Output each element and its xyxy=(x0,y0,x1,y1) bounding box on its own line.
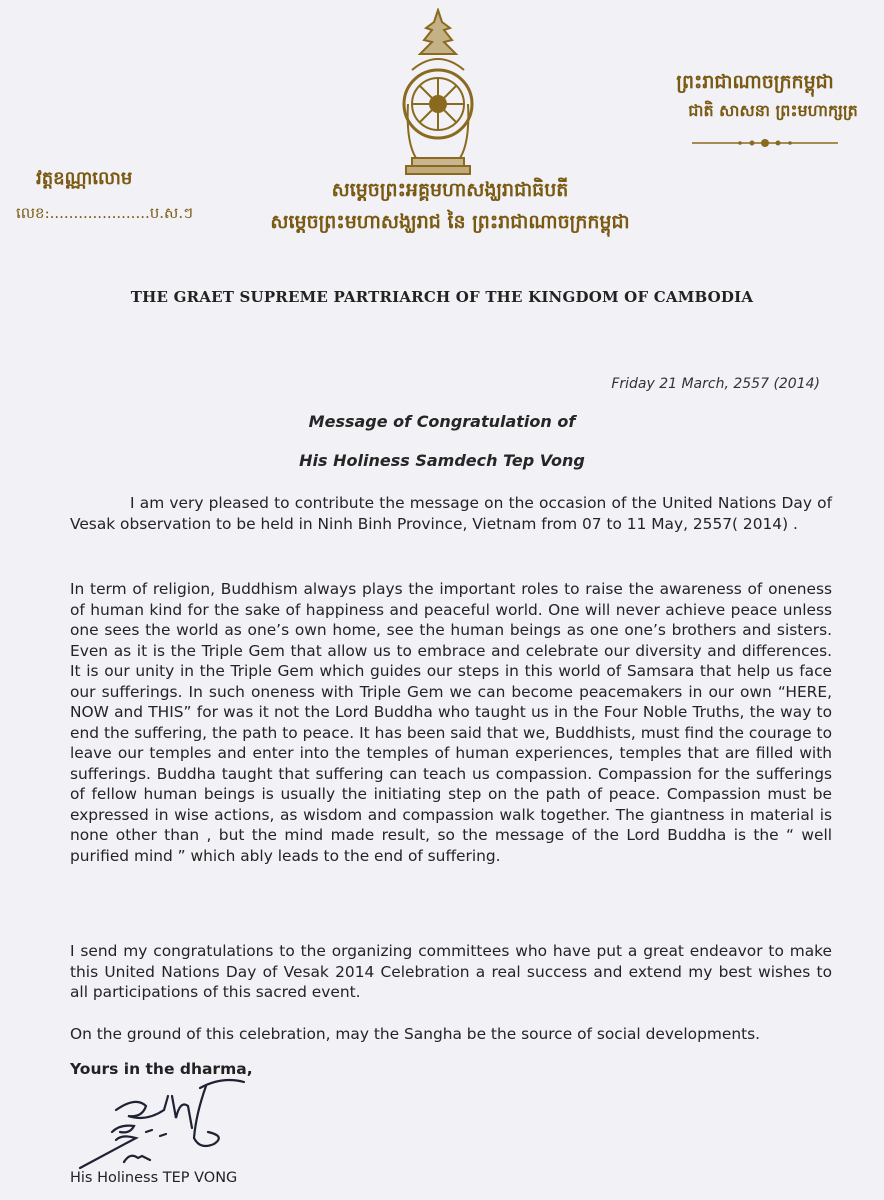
reference-number-khmer: លេខ:.....................ប.ស.ៗ xyxy=(16,204,193,222)
paragraph-religion: In term of religion, Buddhism always plays the important roles to raise the awareness of oneness of human kind for the sake of happiness and peaceful world. One will never achieve peace unless one sees the world as one’s own home, see the human beings as one one’s brothers and sisters. Even as it is the Triple Gem that allow us to embrace and celebrate our diversity and differences. It is our unity in the Triple Gem which guides our steps in this world of Samsara that help us face our sufferings. In such oneness with Triple Gem we can become peacemakers in our own “HERE, NOW and THIS” for was it not the Lord Buddha who taught us in the Four Noble Truths, the way to end the suffering, the path to peace. It has been said that we, Buddhists, must find the courage to leave our temples and enter into the temples of human experiences, temples that are filled with sufferings. Buddha taught that suffering can teach us compassion. Compassion for the sufferings of fellow human beings is usually the initiating step on the path of peace. Compassion must be expressed in wise actions, as wisdom and compassion walk together. The giantness in material is none other than , but the mind made result, so the message of the Lord Buddha is the “ well purified mind ” which ably leads to the end of suffering. xyxy=(70,580,832,865)
national-motto-khmer: ជាតិ សាសនា ព្រះមហាក្សត្រ xyxy=(688,101,858,120)
ornamental-divider-icon xyxy=(690,136,840,150)
paragraph-intro: I am very pleased to contribute the message on the occasion of the United Nations Day of Vesak observation to be held in Ninh Binh Province, Vietnam from 07 to 11 May, 2557( 2014) . xyxy=(70,494,832,533)
kingdom-name-khmer: ព្រះរាជាណាចក្រកម្ពុជា xyxy=(676,71,834,93)
signer-name: His Holiness TEP VONG xyxy=(70,1170,238,1186)
office-name-khmer: វត្តឧណ្ណាលោម xyxy=(36,168,133,189)
closing-salutation: Yours in the dharma, xyxy=(70,1060,253,1078)
patriarch-title-khmer-1: សម្តេចព្រះអគ្គមហាសង្ឃរាជាធិបតី xyxy=(331,179,569,201)
message-heading: Message of Congratulation of xyxy=(308,412,576,431)
paragraph-sangha: On the ground of this celebration, may the Sangha be the source of social developments. xyxy=(70,1025,761,1043)
paragraph-congratulations: I send my congratulations to the organizing committees who have put a great endeavor to make this United Nations Day of Vesak 2014 Celebration a real success and extend my best wishes to all participations of this sacred event. xyxy=(70,942,832,1001)
patriarch-title-khmer-2: សម្តេចព្រះមហាសង្ឃរាជ នៃ ព្រះរាជាណាចក្រកម្ពុជា xyxy=(270,211,630,233)
handwritten-signature-icon xyxy=(76,1066,266,1176)
organization-title: THE GRAET SUPREME PARTRIARCH OF THE KINGDOM OF CAMBODIA xyxy=(130,288,754,306)
dharma-wheel-emblem-icon xyxy=(392,8,484,178)
letter-date: Friday 21 March, 2557 (2014) xyxy=(611,376,820,392)
message-author-heading: His Holiness Samdech Tep Vong xyxy=(299,451,585,470)
